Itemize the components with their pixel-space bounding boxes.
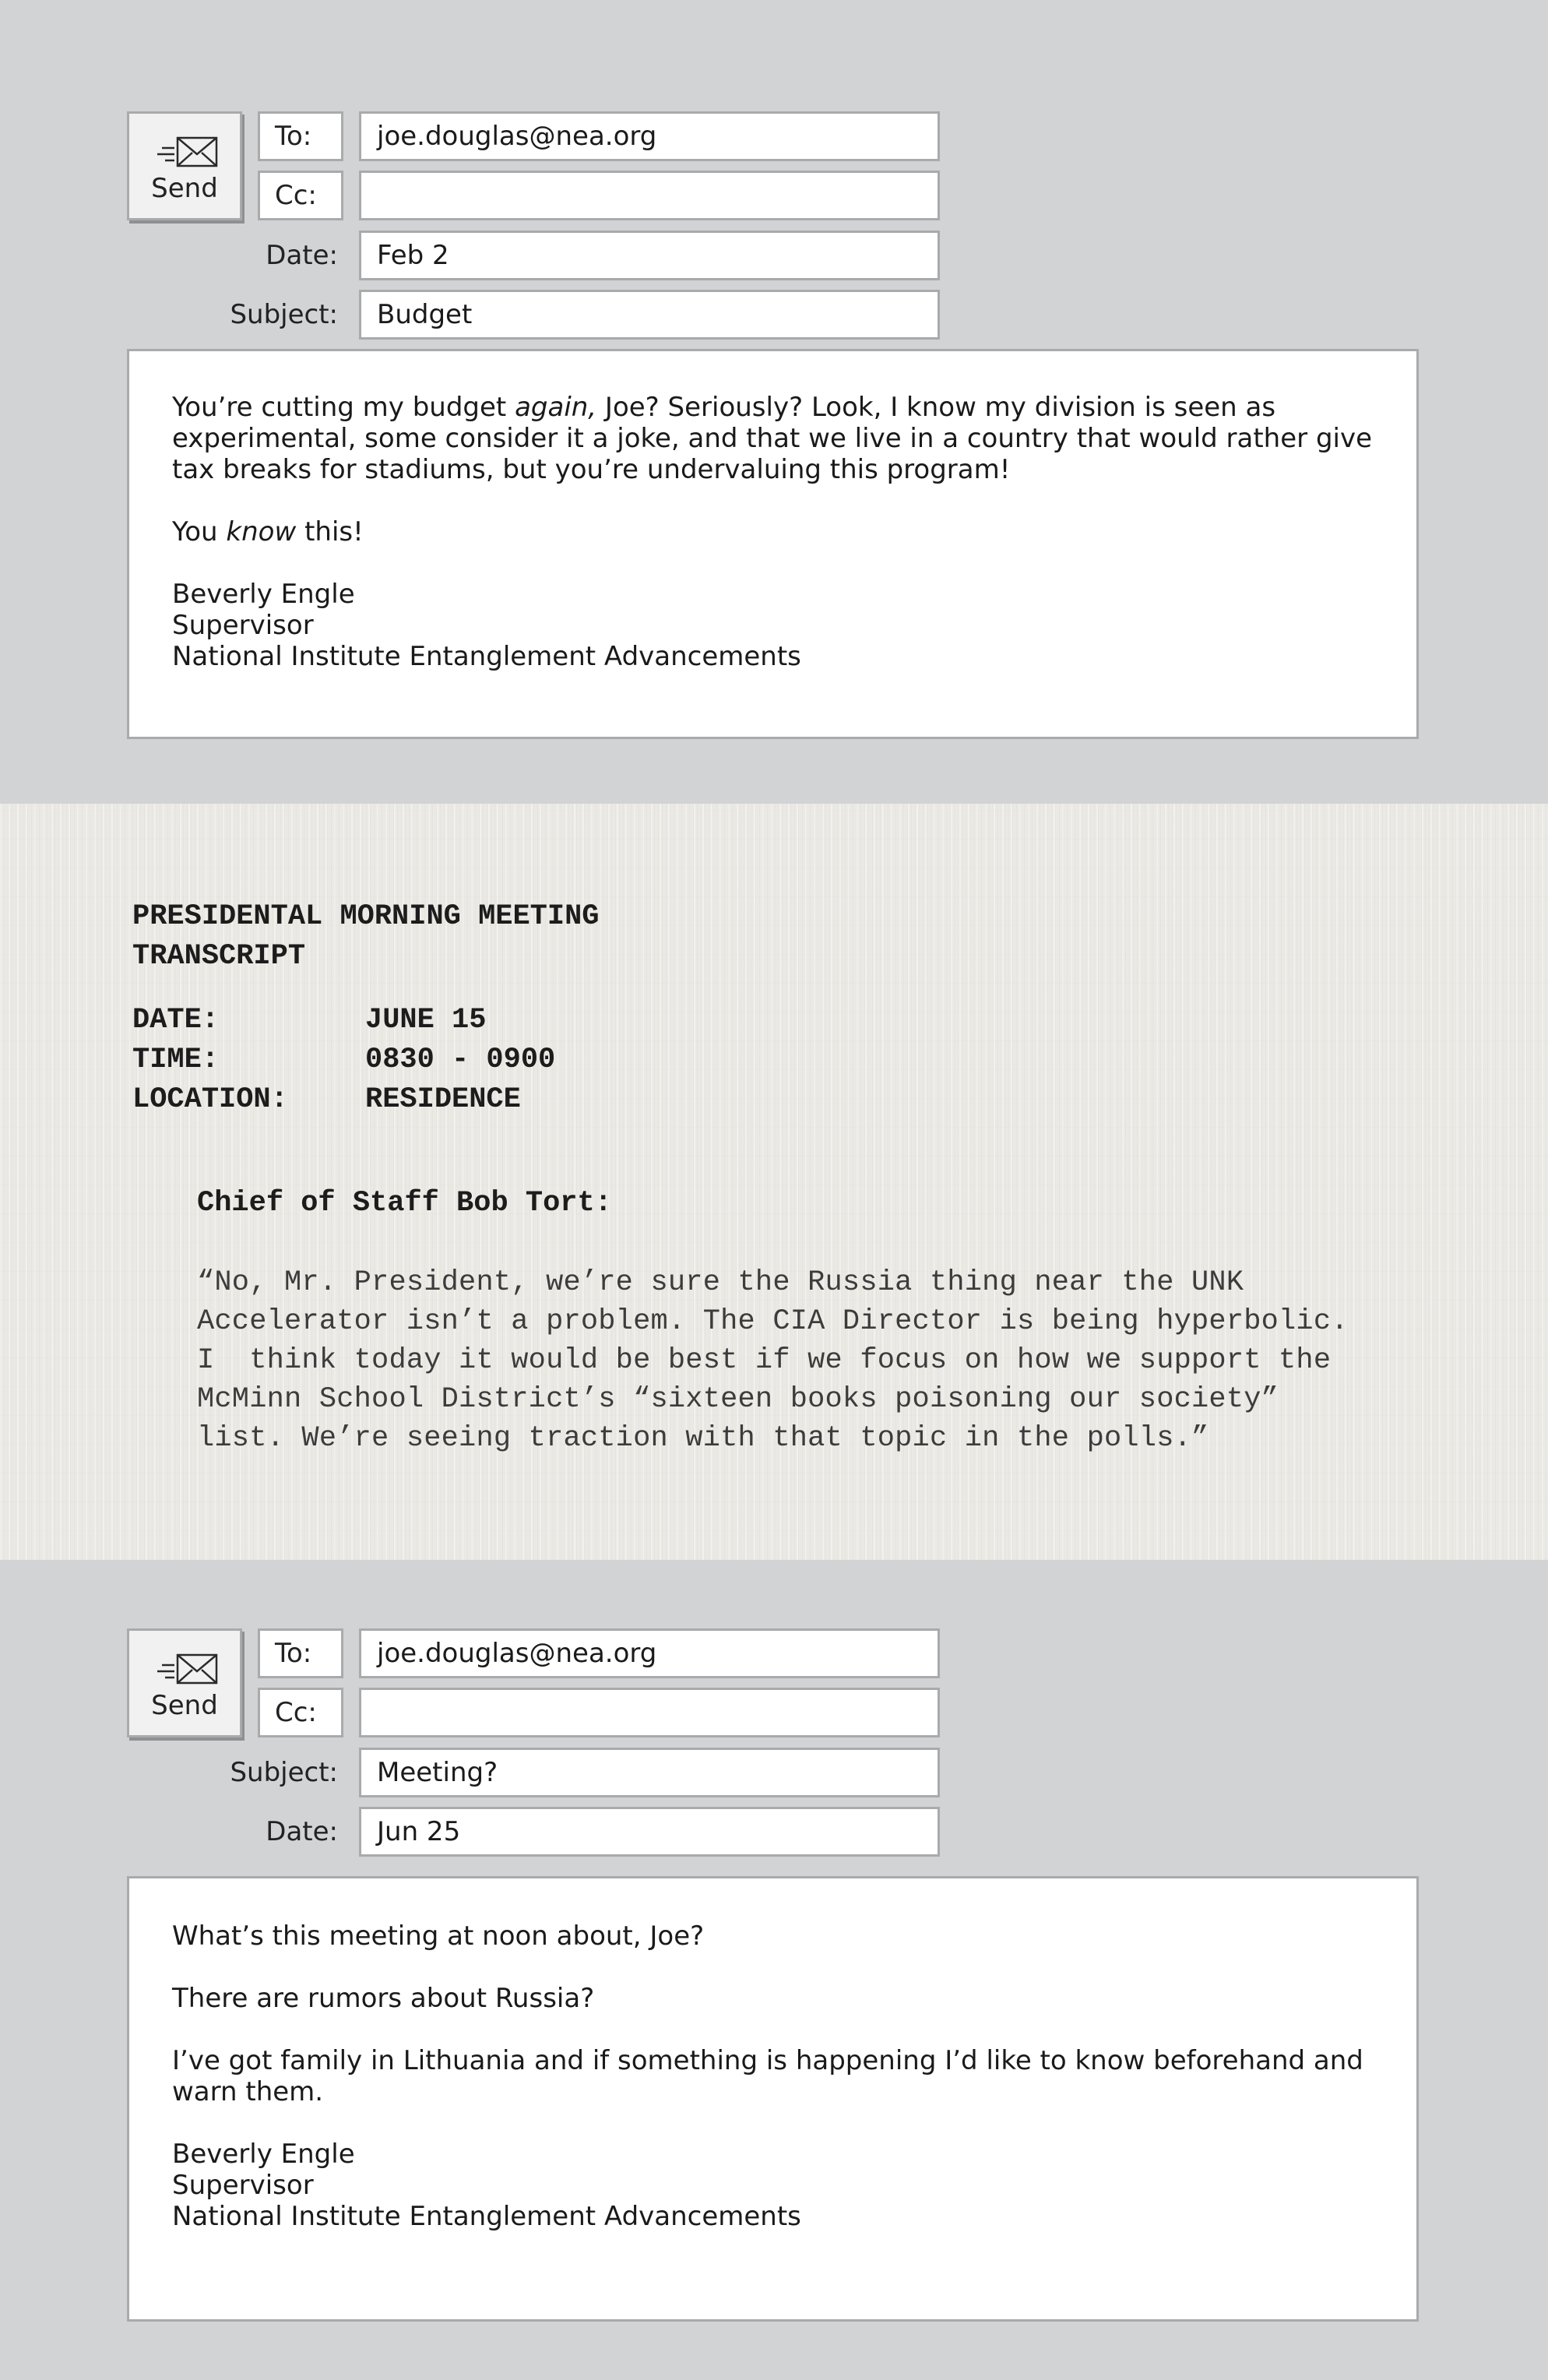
- send-envelope-icon: [154, 134, 220, 171]
- message-body[interactable]: [127, 1876, 1419, 2322]
- to-label: To:: [258, 111, 343, 161]
- send-label: Send: [151, 1690, 218, 1721]
- date-label: Date:: [266, 240, 338, 271]
- subject-field[interactable]: Budget: [359, 290, 940, 340]
- body-paragraph: What’s this meeting at noon about, Joe?: [172, 1921, 705, 1952]
- to-label: To:: [258, 1628, 343, 1678]
- body-paragraph: There are rumors about Russia?: [172, 1983, 595, 2014]
- quote-line: list. We’re seeing traction with that topic in the polls.”: [197, 1422, 1209, 1455]
- send-envelope-icon: [154, 1651, 220, 1688]
- emphasis-text: know: [226, 516, 297, 547]
- body-paragraph: You know this!: [172, 516, 364, 547]
- signature: [172, 579, 1374, 672]
- meta-time-key: TIME:: [132, 1044, 220, 1076]
- subject-field[interactable]: Meeting?: [359, 1748, 940, 1797]
- email-compose-2: [0, 1560, 1548, 2380]
- date-field[interactable]: Feb 2: [359, 231, 940, 280]
- date-label: Date:: [266, 1816, 338, 1847]
- signature-org: National Institute Entanglement Advancements: [172, 641, 801, 672]
- quote-line: I think today it would be best if we focus on how we support the: [197, 1344, 1332, 1377]
- signature-name: Beverly Engle: [172, 579, 355, 610]
- send-label: Send: [151, 173, 218, 204]
- meta-location-key: LOCATION:: [132, 1083, 288, 1116]
- signature-title: Supervisor: [172, 2170, 314, 2201]
- quote-line: McMinn School District’s “sixteen books poisoning our society”: [197, 1383, 1279, 1416]
- subject-label: Subject:: [230, 1757, 338, 1788]
- meta-time-value: 0830 - 0900: [365, 1044, 556, 1076]
- emphasis-text: again,: [515, 392, 597, 423]
- cc-field[interactable]: [359, 171, 940, 220]
- body-paragraph: I’ve got family in Lithuania and if something is happening I’d like to know beforehand and warn them.: [172, 2045, 1363, 2107]
- signature-name: Beverly Engle: [172, 2139, 355, 2170]
- meta-date-key: DATE:: [132, 1004, 220, 1037]
- transcript-title: PRESIDENTAL MORNING MEETING TRANSCRIPT: [132, 900, 600, 973]
- signature-title: Supervisor: [172, 610, 314, 641]
- signature: [172, 2139, 1374, 2232]
- subject-label: Subject:: [230, 299, 338, 330]
- speaker-name: Chief of Staff Bob Tort:: [197, 1187, 612, 1220]
- meta-location-value: RESIDENCE: [365, 1083, 521, 1116]
- send-button[interactable]: [127, 111, 242, 220]
- send-button[interactable]: [127, 1628, 242, 1737]
- to-field[interactable]: joe.douglas@nea.org: [359, 111, 940, 161]
- quote-line: “No, Mr. President, we’re sure the Russia thing near the UNK: [197, 1266, 1244, 1299]
- date-field[interactable]: Jun 25: [359, 1807, 940, 1857]
- cc-label: Cc:: [258, 1688, 343, 1737]
- cc-field[interactable]: [359, 1688, 940, 1737]
- email-compose-1: [0, 0, 1548, 804]
- to-field[interactable]: joe.douglas@nea.org: [359, 1628, 940, 1678]
- message-body[interactable]: [127, 349, 1419, 739]
- cc-label: Cc:: [258, 171, 343, 220]
- signature-org: National Institute Entanglement Advancements: [172, 2201, 801, 2232]
- speaker-quote: [197, 1263, 1521, 1458]
- quote-line: Accelerator isn’t a problem. The CIA Director is being hyperbolic.: [197, 1305, 1349, 1338]
- meta-date-value: JUNE 15: [365, 1004, 487, 1037]
- body-paragraph: You’re cutting my budget again, Joe? Seriously? Look, I know my division is seen as experimental, some consider it a joke, and that we live in a country that would rather give tax breaks for stadiums, but you’re undervaluing this program!: [172, 392, 1373, 485]
- meeting-transcript: [0, 804, 1548, 1560]
